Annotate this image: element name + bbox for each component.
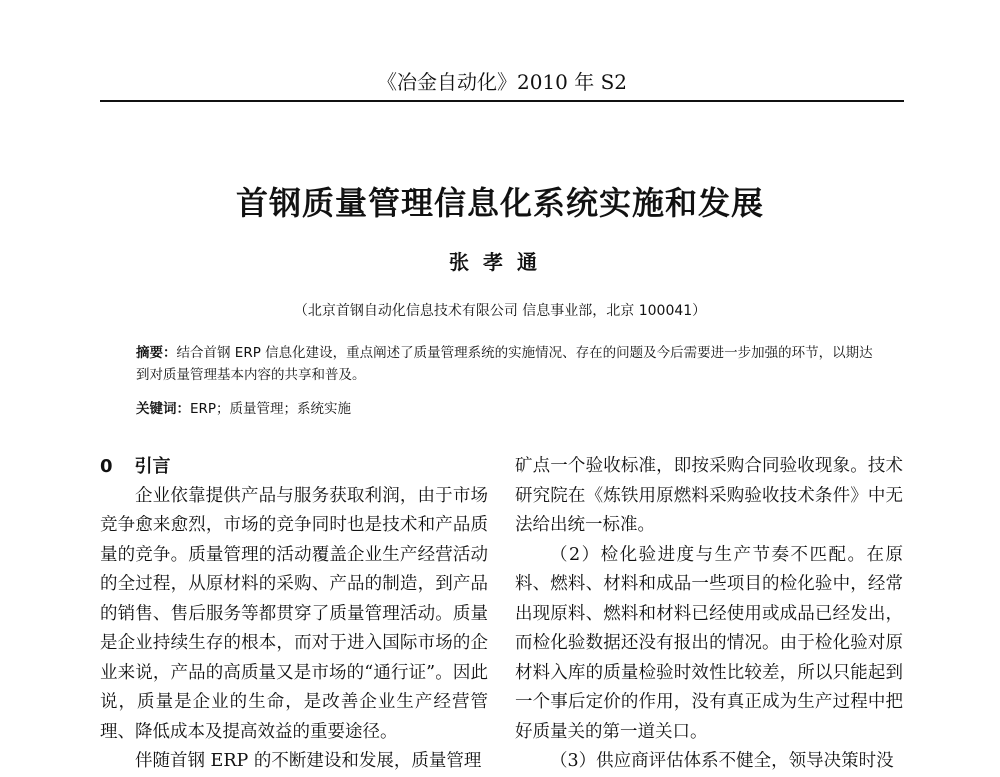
section-title: 引言 xyxy=(134,456,171,477)
keywords-label: 关键词： xyxy=(136,401,190,417)
affiliation: （北京首钢自动化信息技术有限公司 信息事业部，北京 100041） xyxy=(293,303,707,319)
section-number: 0 xyxy=(100,456,113,477)
paper-title: 首钢质量管理信息化系统实施和发展 xyxy=(235,184,764,222)
body-paragraph: 矿点一个验收标准，即按采购合同验收现象。技术研究院在《炼铁用原燃料采购验收技术条件》中无法给出统一标准。 xyxy=(515,456,903,535)
keywords xyxy=(136,398,876,420)
running-header: 《冶金自动化》2010 年 S2 xyxy=(376,70,628,94)
left-column xyxy=(100,452,488,777)
keywords-text: ERP；质量管理；系统实施 xyxy=(190,401,352,417)
abstract xyxy=(136,342,876,386)
header-rule xyxy=(100,100,904,102)
abstract-text: 结合首钢 ERP 信息化建设，重点阐述了质量管理系统的实施情况、存在的问题及今后需要进一步加强的环节，以期达到对质量管理基本内容的共享和普及。 xyxy=(136,345,873,383)
abstract-label: 摘要： xyxy=(136,345,177,361)
section-heading xyxy=(100,452,488,482)
body-paragraph: （2）检化验进度与生产节奏不匹配。在原料、燃料、材料和成品一些项目的检化验中，经常出现原料、燃料和材料已经使用或成品已经发出，而检化验数据还没有报出的情况。由于检化验对原材料入库的质量检验时效性比较差，所以只能起到一个事后定价的作用，没有真正成为生产过程中把好质量关的第一道关口。 xyxy=(515,544,903,742)
body-paragraph: 伴随首钢 ERP 的不断建设和发展，质量管理 xyxy=(135,751,482,771)
right-column xyxy=(515,452,903,777)
author-name: 张孝通 xyxy=(449,250,551,274)
body-paragraph: 企业依靠提供产品与服务获取利润，由于市场竞争愈来愈烈，市场的竞争同时也是技术和产品质量的竞争。质量管理的活动覆盖企业生产经营活动的全过程，从原材料的采购、产品的制造，到产品的销售、售后服务等都贯穿了质量管理活动。质量是企业持续生存的根本，而对于进入国际市场的企业来说，产品的高质量又是市场的“通行证”。因此说，质量是企业的生命，是改善企业生产经营管理、降低成本及提高效益的重要途径。 xyxy=(100,485,488,742)
body-paragraph: （3）供应商评估体系不健全，领导决策时没 xyxy=(550,751,894,771)
